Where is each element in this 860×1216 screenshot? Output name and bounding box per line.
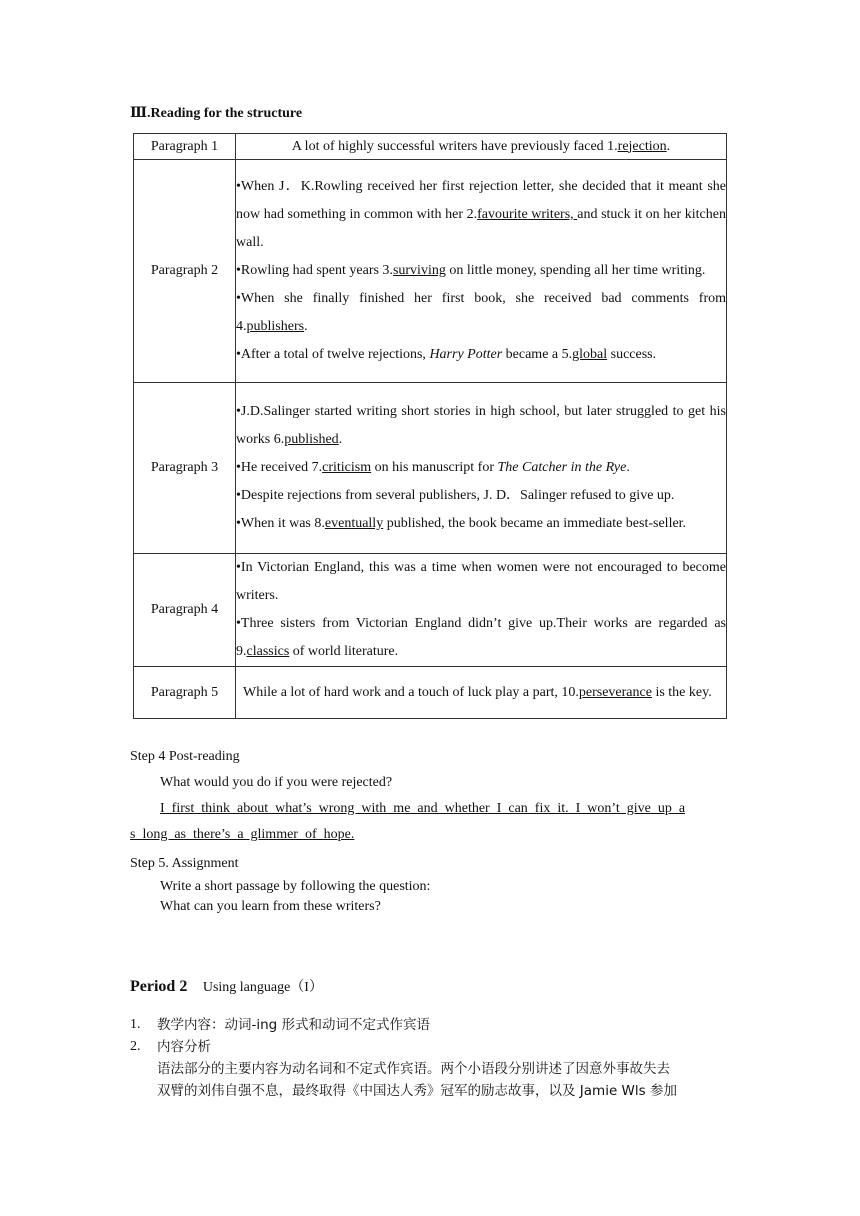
paragraph-content	[236, 667, 727, 719]
paragraph-label: Paragraph 1	[134, 134, 236, 160]
bullet-line	[236, 454, 726, 482]
period-heading	[130, 976, 323, 996]
text: •Despite rejections from several publishers, J. D．Salinger refused to give up.	[236, 488, 675, 503]
bullet-line	[236, 554, 726, 610]
paragraph-label: Paragraph 2	[134, 160, 236, 383]
text: on his manuscript for	[371, 460, 498, 475]
table-row	[134, 554, 727, 667]
paragraph-label: Paragraph 4	[134, 554, 236, 667]
bullet-line	[236, 173, 726, 257]
bullet-line	[236, 610, 726, 666]
step5-line1: Write a short passage by following the question:	[160, 879, 431, 894]
text: is the key.	[651, 684, 712, 700]
table-row	[134, 383, 727, 554]
bullet-line	[236, 257, 726, 285]
text: •He received 7.	[236, 460, 323, 475]
text: and stuck it on her kitchen wall.	[236, 207, 726, 250]
paragraph-label: Paragraph 3	[134, 383, 236, 554]
list-item-2-number: 2.	[130, 1039, 141, 1054]
period-subtitle: Using language（I）	[202, 980, 323, 995]
list-item-2-text: 内容分析	[157, 1039, 211, 1055]
text: •In Victorian England, this was a time when women were not encouraged to become writers.	[236, 560, 726, 603]
step4-answer-line2: s long as there’s a glimmer of hope.	[130, 827, 355, 842]
content-paragraph-line2: 双臂的刘伟自强不息，最终取得《中国达人秀》冠军的励志故事，以及 Jamie Wls 参加	[157, 1083, 677, 1099]
blank-answer: global	[572, 347, 608, 362]
blank-answer: publishers	[246, 319, 305, 334]
text: became a 5.	[502, 347, 573, 362]
text: .	[338, 432, 343, 447]
paragraph-content	[236, 160, 727, 383]
list-item-1-text: 教学内容：动词-ing 形式和动词不定式作宾语	[157, 1017, 431, 1033]
text: •When J．K.Rowling received her first rejection letter, she decided that it meant she now had something in common with her 2.	[236, 179, 726, 222]
text: .	[666, 138, 671, 154]
text: A lot of highly successful writers have previously faced 1.	[291, 138, 618, 154]
text: .	[626, 460, 630, 475]
paragraph-content	[236, 554, 727, 667]
step5-line2: What can you learn from these writers?	[160, 899, 381, 914]
text: success.	[607, 347, 657, 362]
bullet-line	[236, 482, 726, 510]
blank-answer: criticism	[322, 460, 372, 475]
text: While a lot of hard work and a touch of luck play a part, 10.	[243, 684, 579, 700]
text: published, the book became an immediate best-seller.	[383, 516, 687, 531]
blank-answer: perseverance	[578, 684, 652, 700]
bullet-line	[236, 510, 726, 538]
blank-answer: surviving	[392, 263, 446, 278]
step5-title: Step 5. Assignment	[130, 856, 239, 871]
blank-answer: favourite writers,	[477, 207, 578, 222]
bullet-line	[243, 680, 719, 706]
blank-answer: rejection	[617, 138, 667, 154]
content-paragraph-line1: 语法部分的主要内容为动名词和不定式作宾语。两个小语段分别讲述了因意外事故失去	[157, 1061, 670, 1077]
table-row	[134, 667, 727, 719]
section-heading: Ⅲ.Reading for the structure	[130, 106, 303, 121]
list-item-1-number: 1.	[130, 1017, 141, 1032]
book-title: The Catcher in the Rye	[497, 460, 627, 475]
blank-answer: published	[284, 432, 339, 447]
text: •Three sisters from Victorian England didn’t give up.Their works are regarded as 9.	[236, 616, 726, 659]
text: •When she finally finished her first book, she received bad comments from 4.	[236, 291, 726, 334]
period-title: Period 2	[130, 978, 188, 995]
paragraph-label: Paragraph 5	[134, 667, 236, 719]
bullet-line	[236, 341, 726, 369]
step4-question: What would you do if you were rejected?	[160, 775, 393, 790]
text: •When it was 8.	[236, 516, 325, 531]
bullet-line	[236, 398, 726, 454]
step4-title: Step 4 Post-reading	[130, 749, 240, 764]
step4-answer-line1: I first think about what’s wrong with me and whether I can fix it. I won’t give up a	[160, 801, 686, 816]
paragraph-content	[236, 134, 727, 160]
table-row	[134, 160, 727, 383]
text: •Rowling had spent years 3.	[236, 263, 393, 278]
text: of world literature.	[289, 644, 399, 659]
blank-answer: eventually	[324, 516, 384, 531]
bullet-line	[236, 285, 726, 341]
text: .	[304, 319, 308, 334]
text: •J.D.Salinger started writing short stories in high school, but later struggled to get his works 6.	[236, 404, 726, 447]
text: on little money, spending all her time writing.	[445, 263, 706, 278]
structure-table	[133, 133, 727, 719]
text: •After a total of twelve rejections,	[236, 347, 430, 362]
book-title: Harry Potter	[429, 347, 503, 362]
paragraph-content	[236, 383, 727, 554]
blank-answer: classics	[246, 644, 290, 659]
table-row	[134, 134, 727, 160]
